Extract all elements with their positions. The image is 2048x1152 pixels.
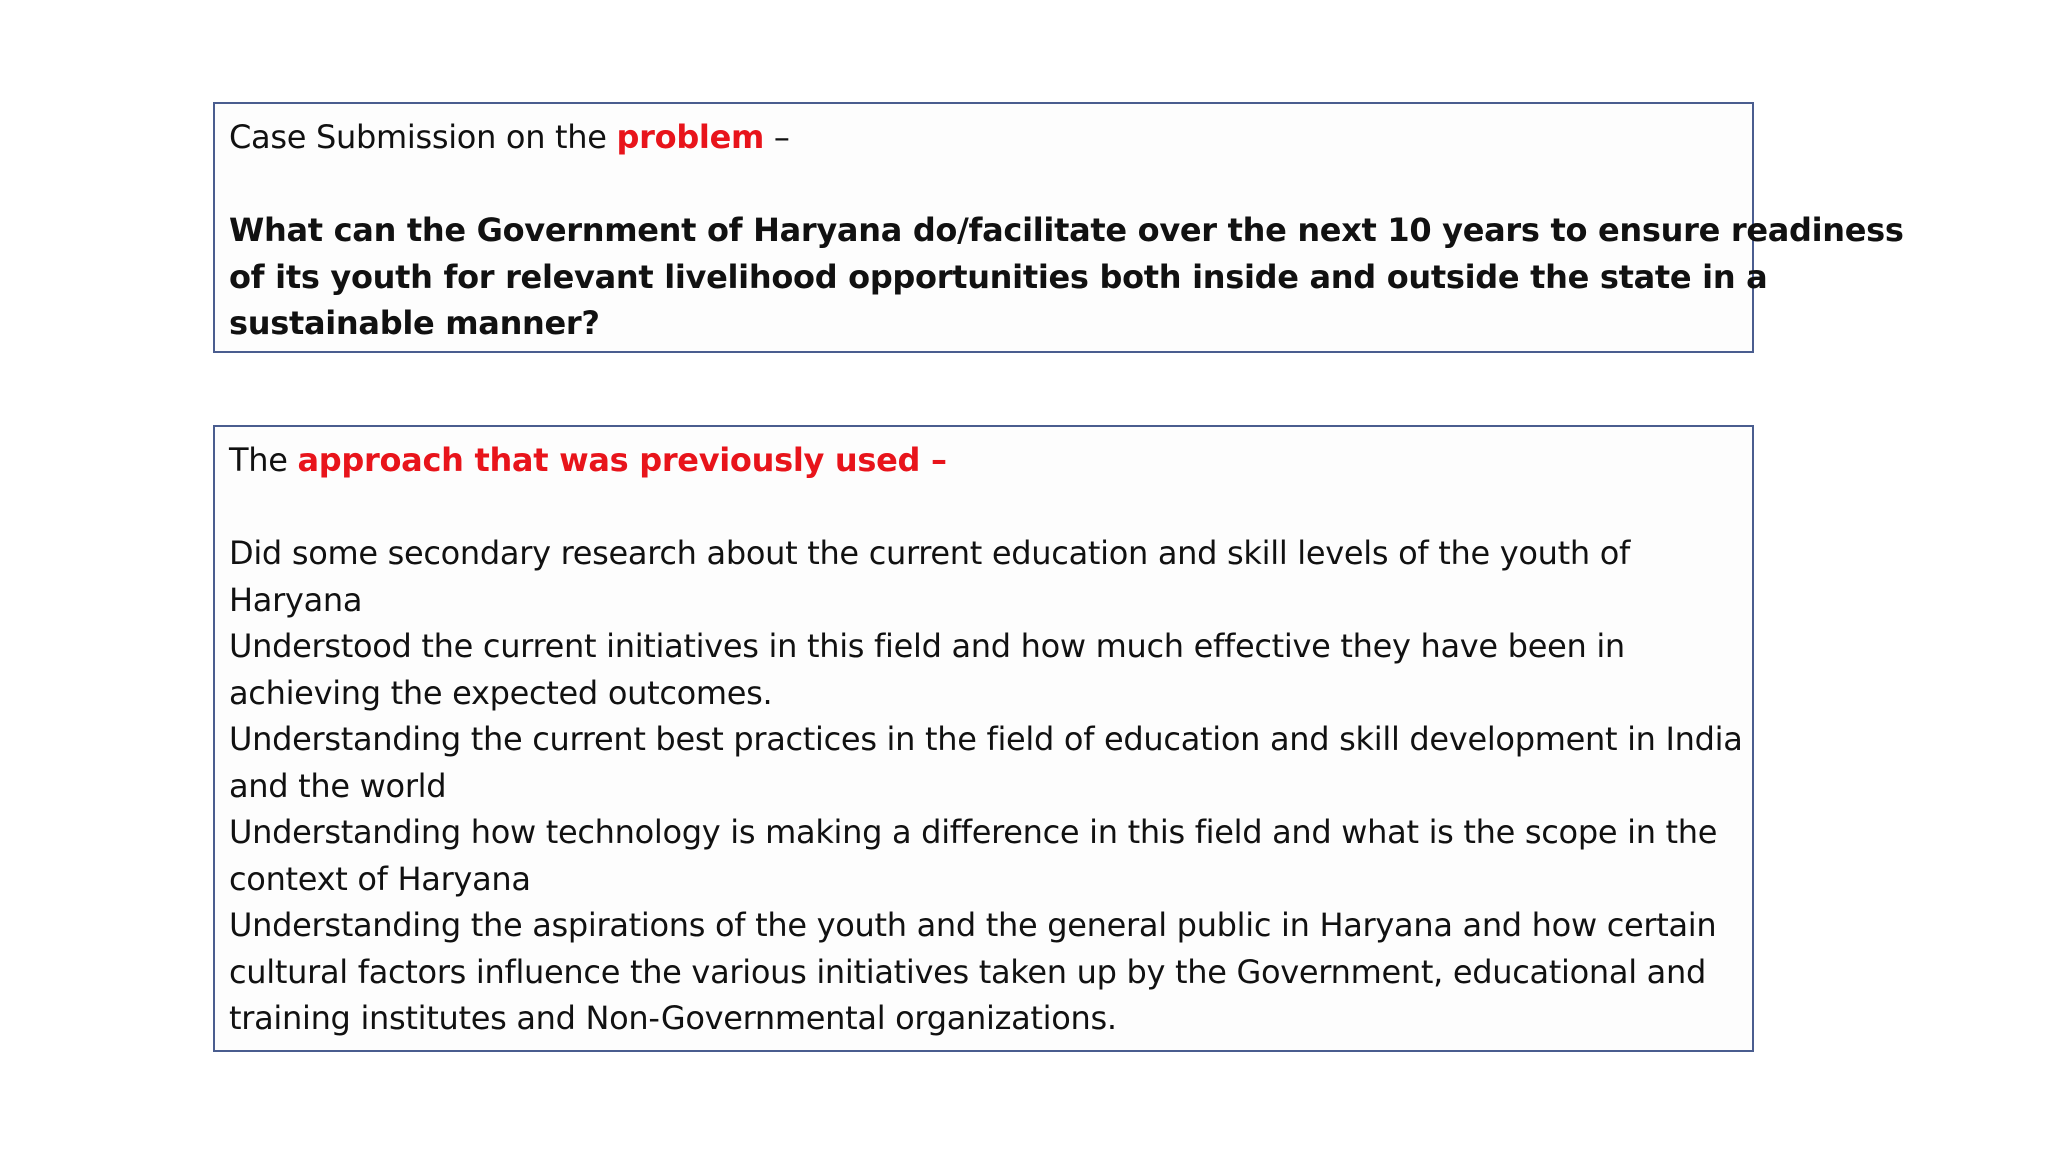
problem-heading <box>229 114 1738 161</box>
problem-heading-prefix: Case Submission on the <box>229 118 617 156</box>
approach-line: Understood the current initiatives in this field and how much effective they have been in <box>229 627 1625 665</box>
approach-line: Did some secondary research about the current education and skill levels of the youth of <box>229 534 1630 572</box>
approach-line: training institutes and Non-Governmental organizations. <box>229 999 1117 1037</box>
spacer <box>229 484 1738 531</box>
question-line: sustainable manner? <box>229 304 600 342</box>
approach-line: Understanding the aspirations of the youth and the general public in Haryana and how certain <box>229 906 1717 944</box>
approach-heading-highlight: approach that was previously used – <box>297 441 947 479</box>
approach-line: Understanding how technology is making a difference in this field and what is the scope in the <box>229 813 1718 851</box>
approach-line: cultural factors influence the various initiatives taken up by the Government, educational and <box>229 952 1706 991</box>
approach-line: achieving the expected outcomes. <box>229 673 773 712</box>
question-line: What can the Government of Haryana do/facilitate over the next 10 years to ensure readiness <box>229 211 1904 249</box>
problem-box <box>213 102 1904 353</box>
problem-heading-suffix: – <box>764 118 790 156</box>
approach-line: Haryana <box>229 580 363 619</box>
approach-line: context of Haryana <box>229 859 531 898</box>
approach-heading <box>229 437 1738 484</box>
approach-box <box>213 425 1754 1052</box>
spacer <box>229 161 1738 208</box>
approach-line: and the world <box>229 766 447 805</box>
question-line: of its youth for relevant livelihood opportunities both inside and outside the state in a <box>229 257 1768 296</box>
approach-line: Understanding the current best practices in the field of education and skill development in India <box>229 720 1743 758</box>
problem-heading-highlight: problem <box>616 118 765 156</box>
approach-heading-prefix: The <box>229 441 298 479</box>
